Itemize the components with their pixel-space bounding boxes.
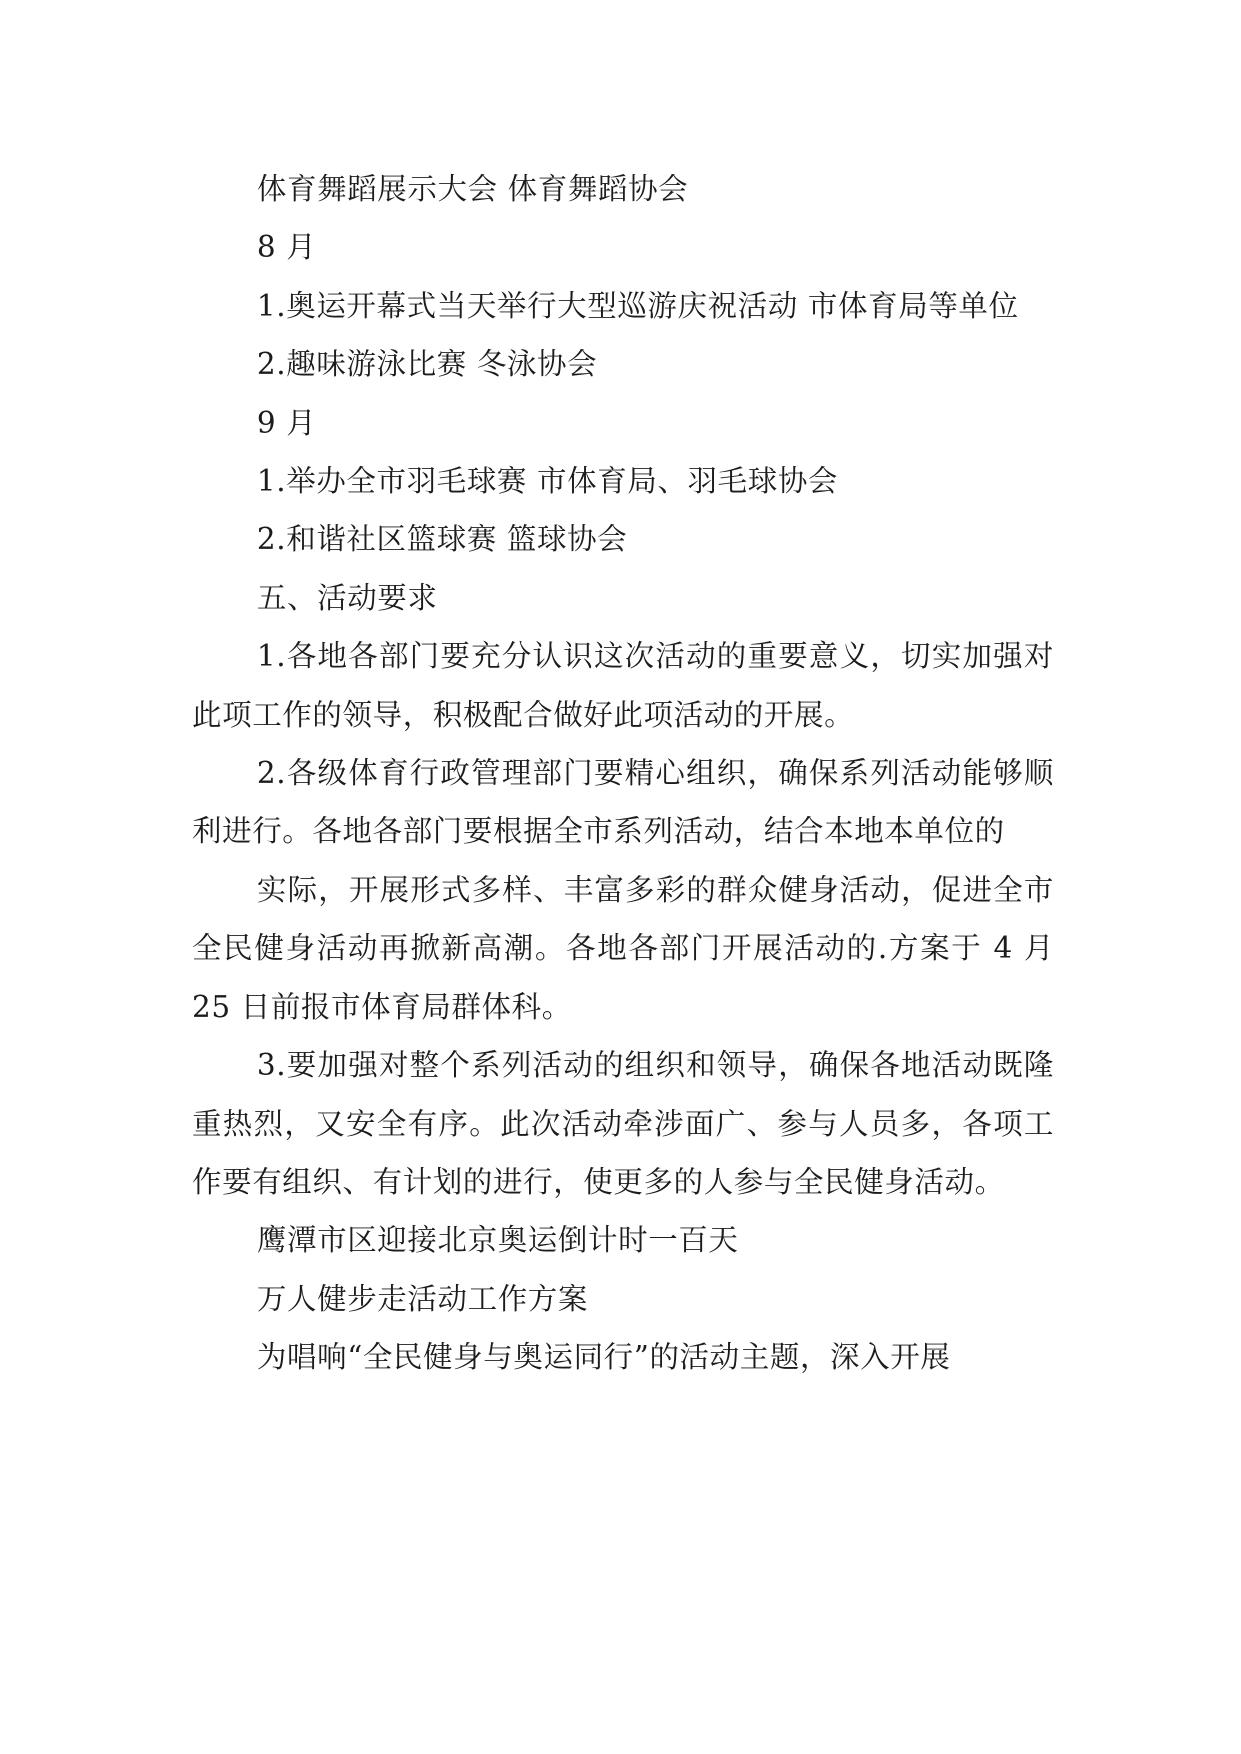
paragraph-theme: 为唱响“全民健身与奥运同行”的活动主题，深入开展 [256,1340,951,1375]
paragraph-requirement-3: 3.要加强对整个系列活动的组织和领导，确保各地活动既隆重热烈，又安全有序。此次活动牵涉面广、参与人员多，各项工作要有组织、有计划的进行，使更多的人参与全民健身活动。 [192,1048,1054,1199]
paragraph-requirement-2: 2.各级体育行政管理部门要精心组织，确保系列活动能够顺利进行。各地各部门要根据全市系列活动，结合本地本单位的 [192,756,1054,849]
document-body [192,160,1054,1387]
title-walk-plan: 万人健步走活动工作方案 [256,1281,588,1316]
heading-requirements: 五、活动要求 [256,580,438,615]
heading-september: 9 月 [256,405,317,440]
heading-august: 8 月 [256,230,317,265]
paragraph-basketball: 2.和谐社区篮球赛 篮球协会 [256,522,628,557]
paragraph-swimming-contest: 2.趣味游泳比赛 冬泳协会 [256,347,598,382]
paragraph-olympic-parade: 1.奥运开幕式当天举行大型巡游庆祝活动 市体育局等单位 [256,288,1019,323]
title-countdown: 鹰潭市区迎接北京奥运倒计时一百天 [256,1223,739,1258]
paragraph-sports-dance-show: 体育舞蹈展示大会 体育舞蹈协会 [256,172,689,206]
paragraph-badminton: 1.举办全市羽毛球赛 市体育局、羽毛球协会 [256,464,839,499]
paragraph-requirement-2-cont: 实际，开展形式多样、丰富多彩的群众健身活动，促进全市全民健身活动再掀新高潮。各地各部门开展活动的.方案于 4 月 25 日前报市体育局群体科。 [192,872,1054,1024]
paragraph-requirement-1: 1.各地各部门要充分认识这次活动的重要意义，切实加强对此项工作的领导，积极配合做好此项活动的开展。 [192,639,1054,732]
